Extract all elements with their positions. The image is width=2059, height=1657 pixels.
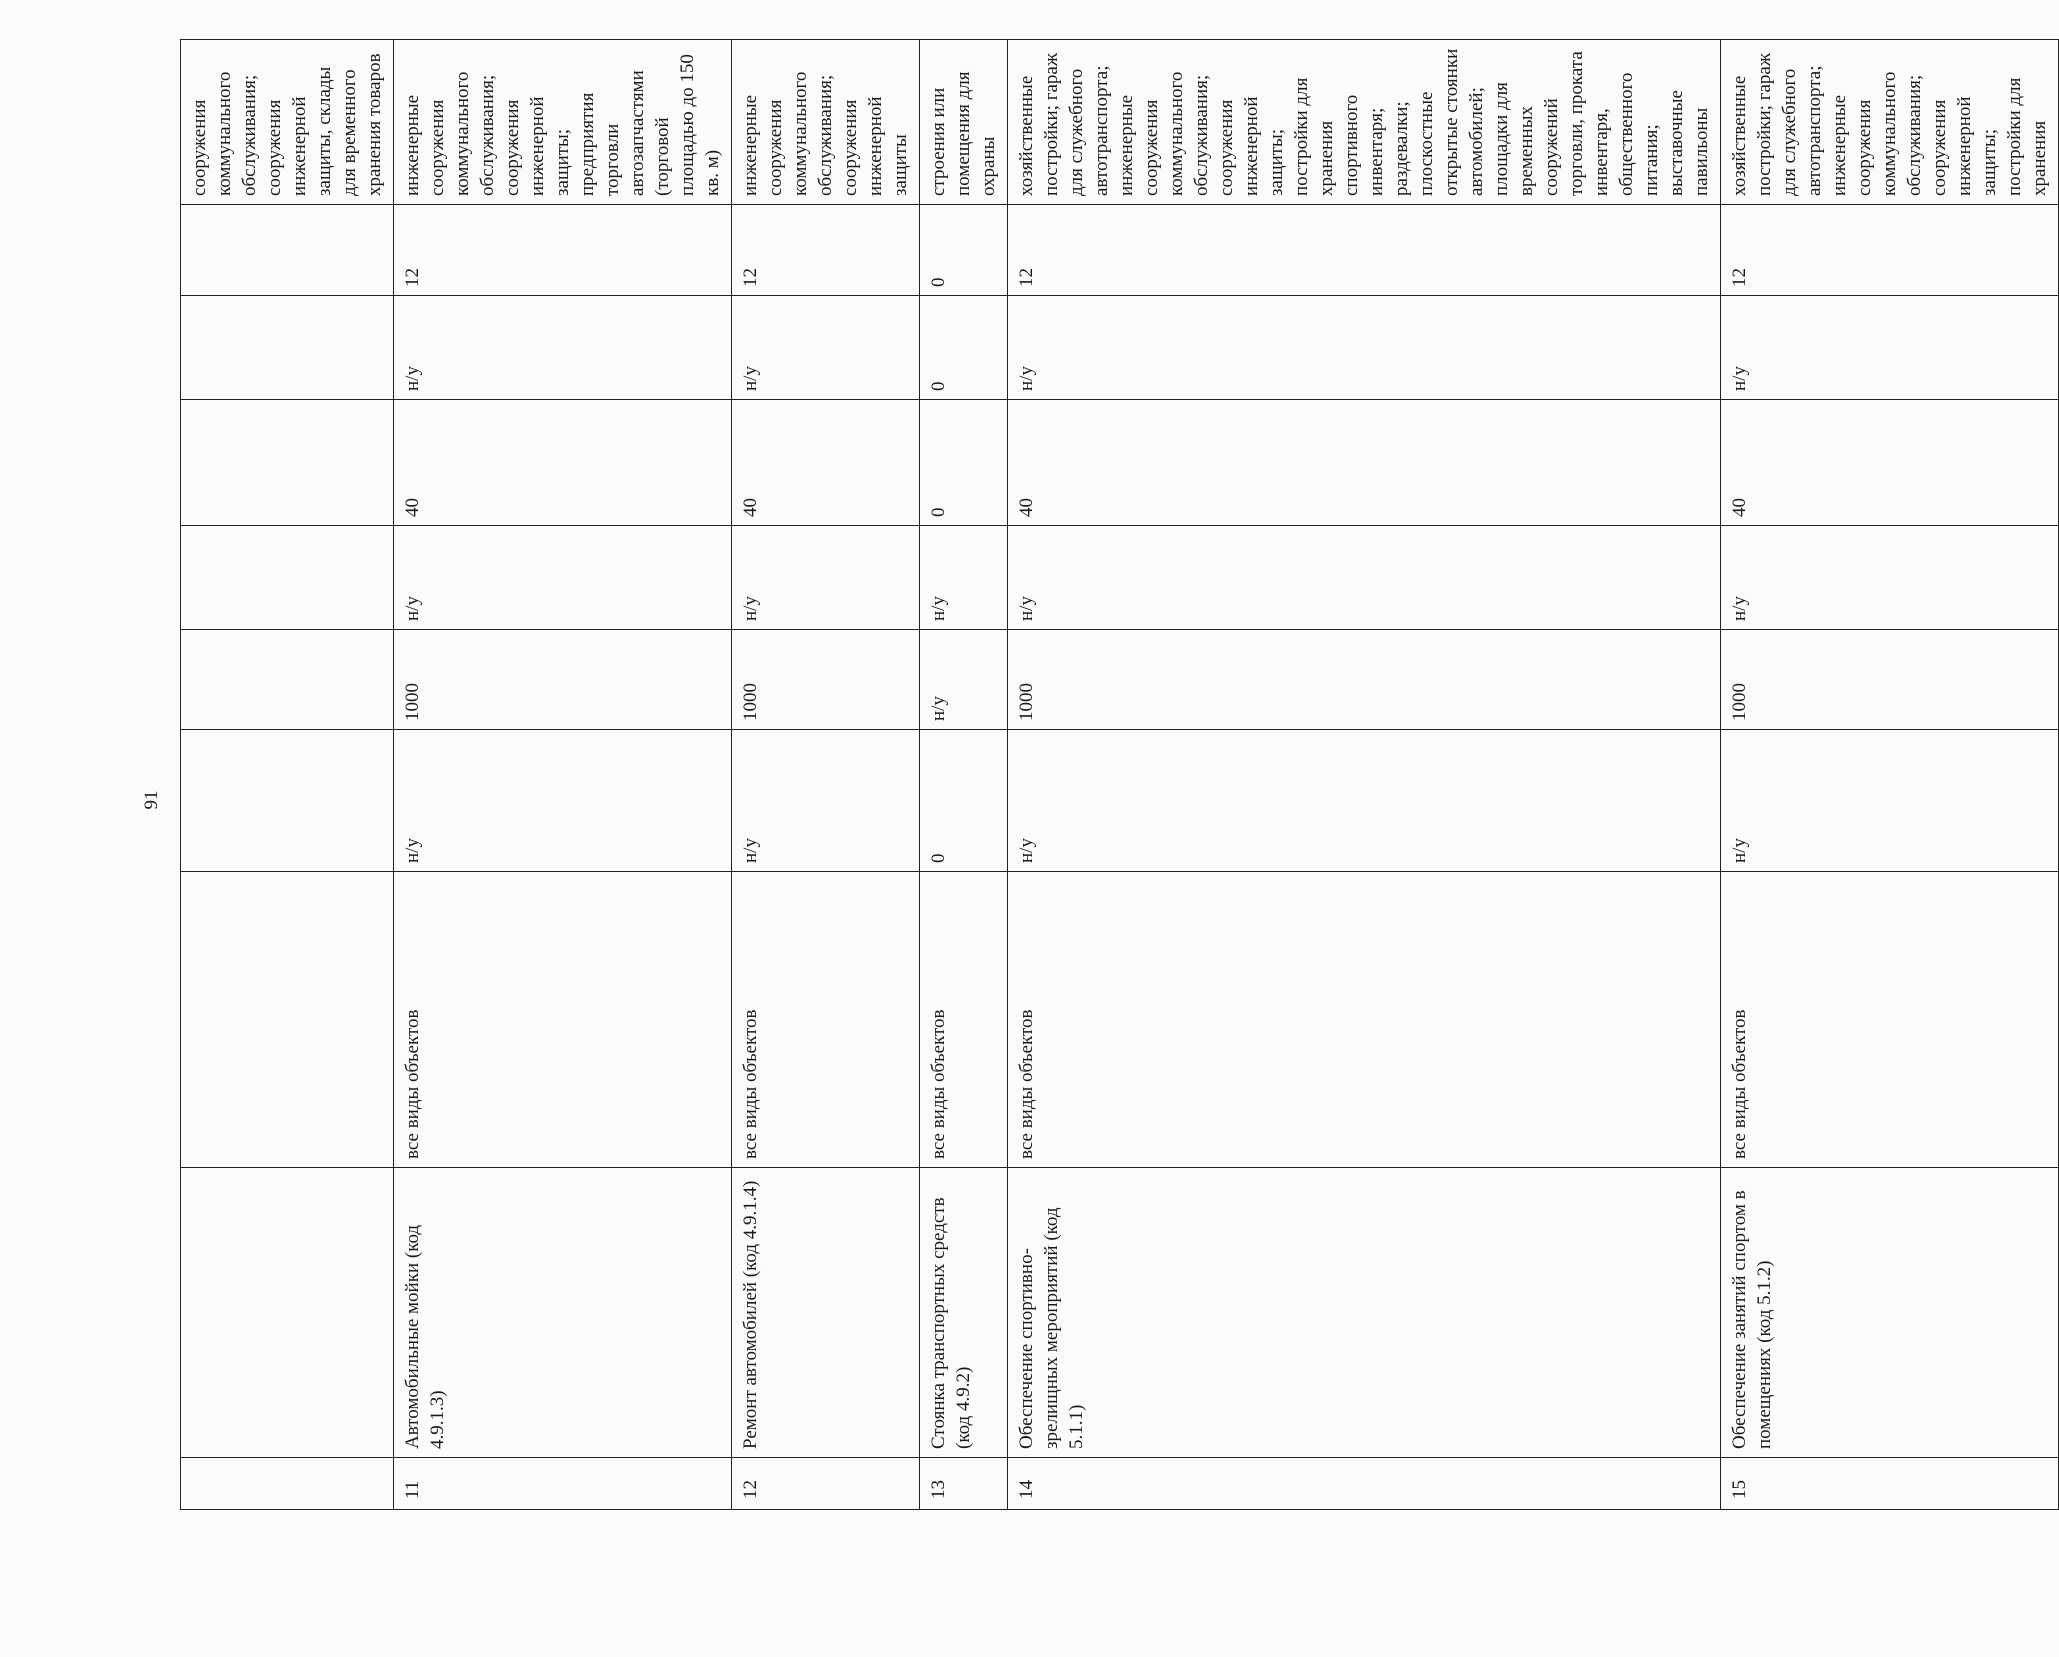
auxiliary-uses-cell: инженерные сооружения коммунального обслуживания; сооружения инженерной защиты [732, 40, 920, 205]
row-number-cell: 15 [1721, 1458, 2059, 1510]
parameter-cell-4: 40 [394, 400, 732, 526]
table-row [920, 40, 1008, 1510]
row-number-cell [181, 1458, 394, 1510]
parameter-cell-6: 12 [394, 205, 732, 296]
object-types-cell: все виды объектов [394, 872, 732, 1168]
parameter-cell-4: 40 [1008, 400, 1721, 526]
parameter-cell-4: 0 [920, 400, 1008, 526]
use-type-name-cell: Автомобильные мойки (код 4.9.1.3) [394, 1168, 732, 1458]
land-use-table [180, 39, 2059, 1510]
parameter-cell-1 [181, 730, 394, 872]
parameter-cell-2: 1000 [1008, 630, 1721, 730]
object-types-cell: все виды объектов [732, 872, 920, 1168]
auxiliary-uses-cell: строения или помещения для охраны [920, 40, 1008, 205]
parameter-cell-4 [181, 400, 394, 526]
page-number: 91 [141, 790, 162, 810]
row-number-cell: 14 [1008, 1458, 1721, 1510]
use-type-name-cell [181, 1168, 394, 1458]
parameter-cell-6: 0 [920, 205, 1008, 296]
parameter-cell-3: н/у [732, 526, 920, 630]
use-type-name-cell: Обеспечение занятий спортом в помещениях (код 5.1.2) [1721, 1168, 2059, 1458]
object-types-cell: все виды объектов [1721, 872, 2059, 1168]
table-row [394, 40, 732, 1510]
parameter-cell-5: 0 [920, 296, 1008, 400]
use-type-name-cell: Обеспечение спортивно-зрелищных мероприятий (код 5.1.1) [1008, 1168, 1721, 1458]
parameter-cell-5 [181, 296, 394, 400]
parameter-cell-5: н/у [394, 296, 732, 400]
parameter-cell-3: н/у [394, 526, 732, 630]
parameter-cell-5: н/у [1721, 296, 2059, 400]
table-row [1008, 40, 1721, 1510]
parameter-cell-1: 0 [920, 730, 1008, 872]
rotated-table-container [180, 40, 2050, 1510]
auxiliary-uses-cell: сооружения коммунального обслуживания; сооружения инженерной защиты, склады для временного хранения товаров [181, 40, 394, 205]
parameter-cell-5: н/у [1008, 296, 1721, 400]
parameter-cell-1: н/у [394, 730, 732, 872]
parameter-cell-2: 1000 [394, 630, 732, 730]
parameter-cell-1: н/у [732, 730, 920, 872]
row-number-cell: 11 [394, 1458, 732, 1510]
use-type-name-cell: Ремонт автомобилей (код 4.9.1.4) [732, 1168, 920, 1458]
row-number-cell: 13 [920, 1458, 1008, 1510]
parameter-cell-6: 12 [1721, 205, 2059, 296]
parameter-cell-1: н/у [1008, 730, 1721, 872]
parameter-cell-3 [181, 526, 394, 630]
object-types-cell [181, 872, 394, 1168]
auxiliary-uses-cell: хозяйственные постройки; гараж для служебного автотранспорта; инженерные сооружения коммунального обслуживания; сооружения инженерной защиты; постройки для хранения [1721, 40, 2059, 205]
parameter-cell-6 [181, 205, 394, 296]
parameter-cell-2: 1000 [732, 630, 920, 730]
parameter-cell-6: 12 [1008, 205, 1721, 296]
parameter-cell-3: н/у [1008, 526, 1721, 630]
parameter-cell-2: 1000 [1721, 630, 2059, 730]
auxiliary-uses-cell: хозяйственные постройки; гараж для служебного автотранспорта; инженерные сооружения коммунального обслуживания; сооружения инженерной защиты; постройки для хранения спортивного инвентаря; раздевалки; плоскостные открытые стоянки автомобилей; площадки для временных сооружений торговли, проката инвентаря, общественного питания; выставочные павильоны [1008, 40, 1721, 205]
table-row [1721, 40, 2059, 1510]
auxiliary-uses-cell: инженерные сооружения коммунального обслуживания; сооружения инженерной защиты; предприятия торговли автозапчастями (торговой площадью до 150 кв. м) [394, 40, 732, 205]
parameter-cell-2: н/у [920, 630, 1008, 730]
object-types-cell: все виды объектов [920, 872, 1008, 1168]
parameter-cell-3: н/у [920, 526, 1008, 630]
table-frame [180, 40, 2050, 1510]
table-row [732, 40, 920, 1510]
row-number-cell: 12 [732, 1458, 920, 1510]
parameter-cell-3: н/у [1721, 526, 2059, 630]
parameter-cell-4: 40 [732, 400, 920, 526]
object-types-cell: все виды объектов [1008, 872, 1721, 1168]
parameter-cell-2 [181, 630, 394, 730]
parameter-cell-5: н/у [732, 296, 920, 400]
use-type-name-cell: Стоянка транспортных средств (код 4.9.2) [920, 1168, 1008, 1458]
table-row [181, 40, 394, 1510]
parameter-cell-4: 40 [1721, 400, 2059, 526]
parameter-cell-6: 12 [732, 205, 920, 296]
parameter-cell-1: н/у [1721, 730, 2059, 872]
